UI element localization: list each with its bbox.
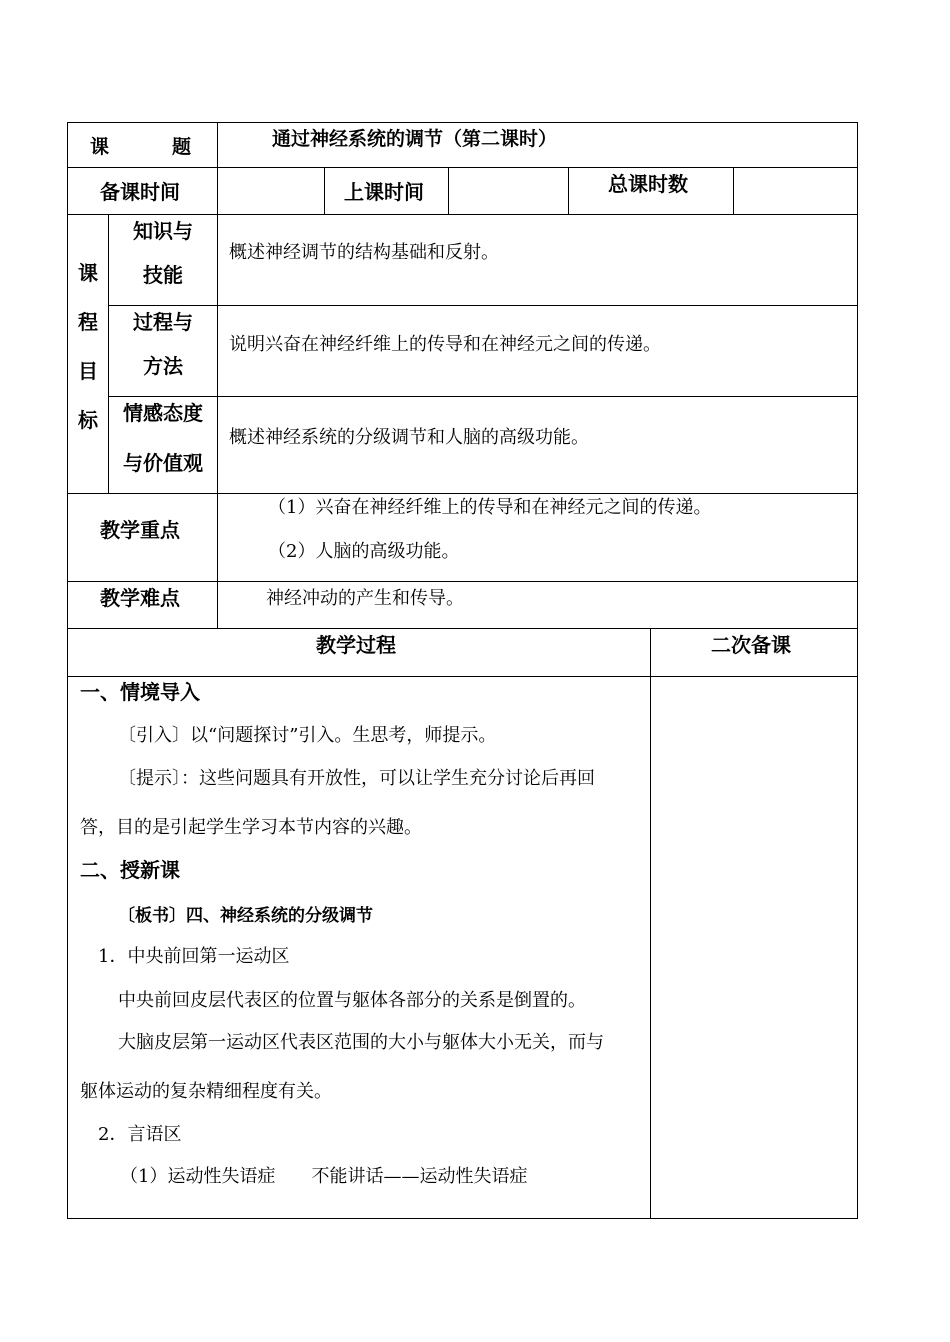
- numbered-item: 2．言语区: [98, 1124, 182, 1145]
- objective-process-content: 说明兴奋在神经纤维上的传导和在神经元之间的传递。: [229, 334, 661, 355]
- topic-label-2: 题: [172, 136, 192, 158]
- table-border: [108, 305, 858, 306]
- paragraph: 大脑皮层第一运动区代表区范围的大小与躯体大小无关，而与: [118, 1032, 604, 1053]
- numbered-item: 1．中央前回第一运动区: [98, 946, 290, 967]
- table-border: [324, 167, 325, 215]
- total-hours-label: 总课时数: [608, 172, 688, 196]
- paragraph: 中央前回皮层代表区的位置与躯体各部分的关系是倒置的。: [118, 990, 586, 1011]
- table-border: [67, 493, 858, 494]
- second-prep-header: 二次备课: [711, 633, 791, 657]
- objective-attitude-label: 情感态度: [123, 401, 203, 425]
- paragraph: 〔引入〕以“问题探讨”引入。生思考，师提示。: [118, 725, 497, 746]
- objectives-side-label: 目: [78, 359, 98, 383]
- table-border: [67, 122, 858, 123]
- paragraph: （1）运动性失语症 不能讲话——运动性失语症: [120, 1166, 528, 1187]
- key-point-item: （1）兴奋在神经纤维上的传导和在神经元之间的传递。: [268, 497, 712, 518]
- objectives-side-label: 程: [78, 310, 98, 334]
- section-heading: 二、授新课: [80, 858, 180, 882]
- table-border: [67, 214, 858, 215]
- table-border: [67, 122, 68, 1219]
- table-border: [67, 676, 858, 677]
- paragraph: 〔提示〕：这些问题具有开放性，可以让学生充分讨论后再回: [118, 768, 595, 789]
- objective-attitude-label: 与价值观: [123, 451, 203, 475]
- difficulties-label: 教学难点: [100, 586, 180, 610]
- table-border: [568, 167, 569, 215]
- board-heading: 〔板书〕四、神经系统的分级调节: [118, 906, 373, 926]
- table-border: [67, 167, 858, 168]
- process-header: 教学过程: [316, 633, 396, 657]
- topic-label-1: 课: [90, 136, 110, 158]
- table-border: [67, 628, 858, 629]
- objective-process-label: 过程与: [133, 310, 193, 334]
- paragraph: 答，目的是引起学生学习本节内容的兴趣。: [80, 817, 422, 838]
- objective-knowledge-content: 概述神经调节的结构基础和反射。: [229, 242, 499, 263]
- table-border: [448, 167, 449, 215]
- objectives-side-label: 标: [78, 408, 98, 432]
- paragraph: 躯体运动的复杂精细程度有关。: [80, 1081, 332, 1102]
- key-point-item: （2）人脑的高级功能。: [268, 541, 460, 562]
- lesson-title: 通过神经系统的调节（第二课时）: [272, 128, 558, 150]
- prep-time-label: 备课时间: [100, 180, 180, 204]
- table-border: [857, 122, 858, 1219]
- objective-knowledge-label: 技能: [143, 263, 183, 287]
- objectives-side-label: 课: [78, 261, 98, 285]
- table-border: [67, 581, 858, 582]
- difficulties-content: 神经冲动的产生和传导。: [266, 588, 464, 609]
- section-heading: 一、情境导入: [80, 680, 200, 704]
- objective-attitude-content: 概述神经系统的分级调节和人脑的高级功能。: [229, 427, 589, 448]
- table-border: [108, 396, 858, 397]
- objective-knowledge-label: 知识与: [133, 219, 193, 243]
- key-points-label: 教学重点: [100, 518, 180, 542]
- table-border: [733, 167, 734, 215]
- class-time-label: 上课时间: [344, 180, 424, 204]
- table-border: [67, 1218, 858, 1219]
- table-border: [650, 628, 651, 1219]
- objective-process-label: 方法: [143, 354, 183, 378]
